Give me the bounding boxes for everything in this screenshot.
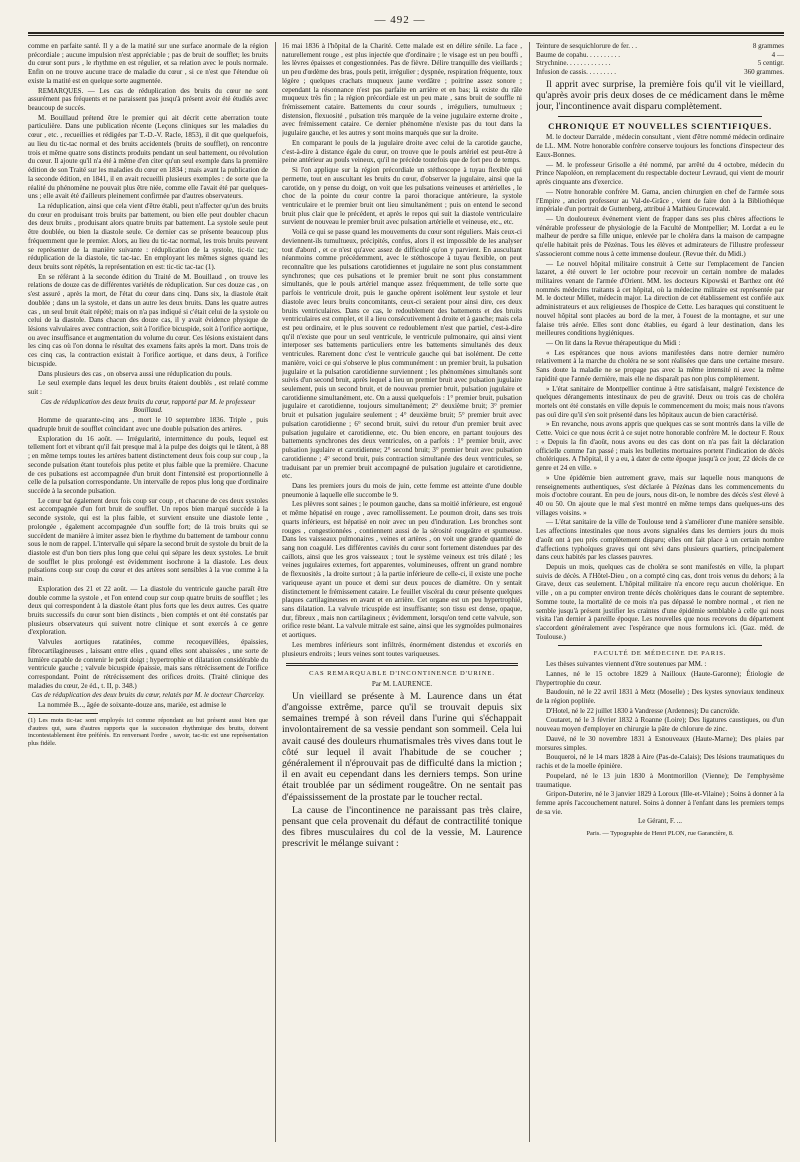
paragraph: Un vieillard se présente à M. Laurence dans un état d'angoisse extrême, parce qu'il se trouvait depuis six semaines trempé à son réveil dans l'urine qui s'échappait involontairement de sa vessie pendant son sommeil. Cela lui avait causé des douleurs rhumatismales très vives dans tout le côté sur lequel il avait l'habitude de se coucher ; généralement il n'éprouvait pas de difficulté dans la miction ; il en avait eu cependant dans les derniers temps. Son urine était troublée par un sédiment rougeâtre. On ne sentait pas d'épaississement de la prostate par le toucher rectal. [282,690,522,803]
case-title: Cas de réduplication des deux bruits du cœur, relatés par M. le docteur Charcelay. [31,691,265,700]
column-divider [275,42,276,1142]
paragraph: Dauvé, né le 30 novembre 1831 à Esnouveaux (Haute-Marne); Des plaies par morsures simples. [536,734,784,752]
paragraph: Les membres inférieurs sont infiltrés, énormément distendus et excoriés en plusieurs endroits ; leurs veines sont toutes variqueuses. [282,640,522,658]
paragraph: Valvules aortiques ratatinées, comme recoquevillées, épaissies, fibrocartilagineuses , laissant entre elles , quand elles sont abaissées , une sorte de lumière capable de contenir le petit doigt ; hypertrophie et dilatation considérable du ventricule gauche ; valvule bicuspide épaissie, mais sans rétrécissement de l'orifice correspondant. Point de rétrécissement des orifices droits. (Traité clinique des maladies du cœur, 2e éd., t. II, p. 348.) [28,638,268,690]
quantity: 8 grammes [752,42,784,50]
column-divider [529,42,530,1142]
paragraph: Exploration des 21 et 22 août. — La diastole du ventricule gauche paraît être double comme la systole , et l'on entend coup sur coup quatre bruits de soufflet ; les deux qui correspondent à la diastole étant plus forts que les deux autres. Ces quatre bruits successifs du cœur sont bien distincts , bien comptés et ont été constatés par plusieurs observateurs qui suivent notre clinique et sont exercés à ce genre d'exploration. [28,584,268,637]
paragraph: M. Bouillaud prétend être le premier qui ait décrit cette aberration toute particulière. Dans une publication récente (Leçons cliniques sur les maladies du cœur , etc. , recueillies et rédigées par T.-D.-V. Racle, 1853), il dit que quelquefois, au lieu du tic-tac normal et des bruits accidentels (bruits de soufflet), on rencontre trois et même quatre sons distincts produits pendant un seul battement, ou révolution du cœur. Il ajoute qu'il n'a été à même d'en citer qu'un seul exemple dans la première édition de son Traité sur les maladies du cœur en 1834 ; mais avant la publication de la seconde édition, en 1841, il en avait recueilli plusieurs exemples : de sorte que la réalité du phénomène ne pouvait plus être niée, comme elle l'avait été par quelques-uns ; elle avait été d'ailleurs pleinement confirmée par d'autres observateurs. [28,113,268,201]
paragraph: » En revanche, nous avons appris que quelques cas se sont montrés dans la ville de Cette. Voici ce que nous écrit à ce sujet notre honorable confrère M. le docteur F. Roux : « Depuis la fin d'août, nous avons eu des cas dont on n'a pas fait la déclaration officielle comme l'an passé ; mais les bulletins mortuaires portent l'indication de décès cholériques. A l'hôpital, il y a eu, à dater de cette époque jusqu'à ce jour, 22 décès de ce genre et 24 en ville. » [536,420,784,473]
column-3 [536,42,784,1150]
header-rule [28,32,784,36]
paragraph: Le cœur bat également deux fois coup sur coup , et chacune de ces deux systoles est accompagnée d'un fort bruit de soufflet. Un repos bien marqué succède à la seconde systole, qui est la plus faible, et survient ensuite une diastole lente , prolongée , également accompagnée d'un souffle fort; de là trois bruits qui se succèdent de manière à imiter assez bien le rhythme du battement de tambour connu sous le nom de rappel. L'intervalle qui sépare la second bruit de systole du bruit de la diastole est d'un bon tiers plus long que celui qui sépare les deux systoles. Le bruit de soufflet le plus prolongé est évidemment isochrone à la diastole. Les deux pulsations coup sur coup du cœur et des artères sont sensibles à la vue comme à la main. [28,496,268,584]
paragraph: En comparant le pouls de la jugulaire droite avec celui de la carotide gauche, c'est-à-dire à distance égale du cœur, on trouve que le pouls artériel est peut-être à peine antérieur au pouls veineux, qu'il ne précède toutefois que de fort peu de temps. [282,138,522,165]
case-title: Cas de réduplication des deux bruits du cœur, rapporté par M. le professeur Bouillaud. [40,397,256,415]
paragraph: Dans les premiers jours du mois de juin, cette femme est atteinte d'une double pneumonie à laquelle elle succombe le 9. [282,481,522,499]
section-heading: FACULTÉ DE MÉDECINE DE PARIS. [593,650,727,658]
paragraph: — L'état sanitaire de la ville de Toulouse tend à s'améliorer d'une manière sensible. Les affections intestinales que nous avons signalées dans les derniers jours du mois d'août ont à peu près complètement disparu; elles ont fait place à un certain nombre d'affections typhoïques graves qui ont sévi dans plusieurs quartiers, principalement dans ceux habités par les classes pauvres. [536,518,784,562]
ingredient: Baume de copahu. . . . . . . . . . [536,50,620,59]
paragraph: M. le docteur Darralde , médecin consultant , vient d'être nommé médecin ordinaire de LL. MM. Notre honorable confrère conserve toujours les fonctions d'inspecteur des Eaux-Bonnes. [536,133,784,159]
quantity: 4 — [771,50,784,59]
paragraph: » L'état sanitaire de Montpellier continue à être satisfaisant, malgré l'existence de quelques dérangements intestinaux de peu de gravité. Deux ou trois cas de choléra mortels ont été constatés en ville depuis le commencement du mois; mais nous n'avons pas ouï dire qu'il s'en soit présenté dans les hôpitaux aucun de bien caractérisé. [536,384,784,419]
column-1 [28,42,268,1150]
paragraph: La nommée B..., âgée de soixante-douze ans, mariée, est admise le [38,701,227,710]
ingredient: Teinture de sesquichlorure de fer. . . [536,42,638,50]
paragraph: Exploration du 16 août. — Irrégularité, intermittence du pouls, lequel est tellement fort et vibrant qu'il fait presque mal à la pulpe des doigts qui le tâtent, à 88 ; en même temps toutes les artères battent distinctement deux fois coup sur coup , la seconde pulsation étant toutefois plus petite et plus faible que la première. Chacune de ces pulsations est accompagnée d'un bruit dont l'intensité est proportionnelle à celle de la pulsation correspondante. Un intervalle de repos plus long que d'ordinaire succède à la seconde pulsation. [28,434,268,495]
paragraph: La réduplication, ainsi que cela vient d'être établi, peut n'affecter qu'un des bruits du cœur en produisant trois bruits par battement, ou bien elle peut doubler chacun des deux bruits , produisant alors quatre bruits par battement. La systole seule peut être doublée, ou bien la diastole seule. Ce dernier cas se présente beaucoup plus fréquemment que le premier. Alors, au lieu du tic-tac normal, les trois bruits peuvent se représenter de la manière suivante : réduplication de la systole, tic-tic tac; réduplication de la diastole, tic tac-tac. En employant les mêmes signes quand les deux bruits sont répétés, la représentation en est: tic-tic tac-tac (1). [28,201,268,271]
paragraph: Les plèvres sont saines ; le poumon gauche, dans sa moitié inférieure, est engoué et même hépatisé en rouge , avec ramollissement. Le poumon droit, dans ses trois quarts inférieurs, est hépatisé en noir avec un peu d'induration. Les bronches sont rouges , congestionnées , contiennent aussi de la sérosité rougeâtre et spumeuse. Dans les vaisseaux pulmonaires , veines et artères , on voit une grande quantité de sang non coagulé. Les différentes cavités du cœur sont fortement distendues par des caillots, ainsi que les gros vaisseaux ; tout le système veineux est très dilaté ; les veines jugulaires externes, fort apparentes, volumineuses, offrent un grand nombre de flexuosités , la droite surtout ; à la partie inférieure de celle-ci, il existe une poche variqueuse ayant un pouce et demi sur deux pouces de diamètre. On y sentait distinctement le frémissement cataire. Le feuillet viscéral du cœur présente quelques plaques cartilagineuses en avant et en arrière. Cet organe est un peu hypertrophié, sans dilatation. La valvule tricuspide est insuffisante; son tissu est dense, opaque, dur, fibreux , mais non cartilagineux ; évidemment, lorsqu'on tend cette valvule, son orifice reste béant. La valvule mitrale est saine, ainsi que les sygmoïdes pulmonaires et aortiques. [282,500,522,640]
paragraph: Poupelard, né le 13 juin 1830 à Montmorillon (Vienne); De l'emphysème traumatique. [536,771,784,789]
paragraph: REMARQUES. — Les cas de réduplication des bruits du cœur ne sont assurément pas fréquents et ne paraissent pas jusqu'à présent avoir été étudiés avec beaucoup de succès. [28,86,268,113]
paragraph: — Un douloureux événement vient de frapper dans ses plus chères affections le vénérable professeur de physiologie de la Faculté de Montpellier; M. Lordat a eu le malheur de perdre sa fille unique, enlevée par le choléra dans la maison de campagne qu'elle habitait près de Pézénas. Tous les élèves et admirateurs de l'illustre professeur s'associeront comme nous à cette immense douleur. (Revue thér. du Midi.) [536,214,784,258]
section-heading: CAS REMARQUABLE D'INCONTINENCE D'URINE. [309,670,495,678]
paragraph: comme en parfaite santé. Il y a de la matité sur une surface anormale de la région précordiale ; aucune impulsion n'est appréciable ; pas de bruit de soufflet; les bruits du cœur sont purs , le rhythme en est régulier, et sa relation avec le pouls normale. Enfin on ne trouve aucune trace de maladie du cœur , si ce n'est que l'étendue où existe la matité est en quelque sorte augmentée. [28,42,268,85]
paragraph: Bouqueroi, né le 14 mars 1828 à Aire (Pas-de-Calais); Des lésions traumatiques du rachis et de la moelle épinière. [536,753,784,771]
footnote-rule [28,713,98,714]
ingredient: Strychnine. . . . . . . . . . . . . [536,59,611,68]
ingredient: Infusion de cassis. . . . . . . . . [536,68,617,77]
paragraph: » Une épidémie bien autrement grave, mais sur laquelle nous manquons de renseignements authentiques, s'est déclarée à Pézénas dans les commencements du mois d'octobre courant. En peu de jours, nous dit-on, le nombre des décès s'est élevé à 40 ou 50. On ajoute que le mal s'est montré en même temps dans quelques-uns des villages voisins. » [536,473,784,517]
paragraph: Il apprit avec surprise, la première fois qu'il vit le vieillard, qu'après avoir pris deux doses de ce médicament dans le même jour, l'incontinence avait disparu complètement. [536,78,784,113]
imprint: Paris. — Typographie de Henri PLON, rue Garancière, 8. [586,830,734,838]
paragraph: — Notre honorable confrère M. Gama, ancien chirurgien en chef de l'armée sous l'Empire , ancien professeur au Val-de-Grâce , vient de faire don à la Bibliothèque impériale d'un portrait de Guttenberg, attribué à Mathieu Grucewald. [536,187,784,214]
quantity: 360 grammes. [744,68,784,77]
paragraph: Les thèses suivantes viennent d'être soutenues par MM. : [546,660,707,669]
paragraph: Le seul exemple dans lequel les deux bruits étaient doublés , est relaté comme suit : [28,379,268,397]
paragraph: — On lit dans la Revue thérapeutique du Midi : [546,339,681,348]
paragraph: Dans plusieurs des cas , on observa aussi une réduplication du pouls. [38,369,232,378]
paragraph: Par M. LAURENCE. [371,680,433,689]
paragraph: — Le nouvel hôpital militaire construit à Cette sur l'emplacement de l'ancien lazaret, a été ouvert le 1er octobre pour recevoir un certain nombre de malades militaires venant de l'armée d'Orient. MM. les docteurs Kipowski et Barthez ont été nommés médecins traitants à cet hôpital, où la médecine militaire est représentée par M. le docteur Millet, médecin major. La direction de cet établissement est confiée aux administrateurs et aux religieuses de l'hospice de Cette. Les baraques qui constituent le nouvel hôpital sont placées au bord de la mer, à l'ouest de la montagne, et sur une falaise très aérée. Elles sont donc établies, eu égard à leur destination, dans les meilleures conditions hygiéniques. [536,259,784,338]
section-rule [286,663,518,666]
column-2 [282,42,522,1150]
paragraph: La cause de l'incontinence ne paraissant pas très claire, pensant que cela provenait du défaut de contractilité tonique des fibres musculaires du col de la vessie, M. Laurence prescrivit le mélange suivant : [282,804,522,850]
paragraph: Lannes, né le 15 octobre 1829 à Nailloux (Haute-Garonne); Étiologie de l'hypertrophie du cœur. [536,669,784,687]
paragraph: Baudouin, né le 22 avril 1831 à Metz (Moselle) ; Des kystes synoviaux tendineux de la région poplitée. [536,688,784,706]
paragraph: Coutaret, né le 3 février 1832 à Roanne (Loire); Des ligatures caustiques, ou d'un nouveau moyen d'employer en chirurgie la pâte de chlorure de zinc. [536,716,784,734]
prescription-row [536,42,784,51]
paragraph: Le Gérant, F. ... [637,817,683,826]
page-number: — 492 — [374,14,426,26]
section-heading: CHRONIQUE ET NOUVELLES SCIENTIFIQUES. [548,121,772,132]
prescription-row [536,59,784,68]
paragraph: 16 mai 1836 à l'hôpital de la Charité. Cette malade est en délire sénile. La face , naturellement rouge , est plus injectée que d'ordinaire ; le visage est un peu bouffi , les lèvres épaisses et congestionnées. Pas de fièvre. Délire tranquille des vieillards ; un peu d'œdème des bras, pouls petit, irrégulier ; dyspnée, respiration fréquente, toux légère ; quelques crachats muqueux jaune verdâtre ; poitrine assez sonore ; cependant la résonnance n'est pas parfaite en arrière et en bas; là existe du râle muqueux très fin ; la région précordiale est un peu mate , sans bruit de souffle ni frémissement cataire. Battements du cœur sourds , irréguliers, tumultueux ; distension, flexuosité , pulsation très marquée de la veine jugulaire externe droite , avec frémissement cataire. Ce dernier phénomène n'existe pas du tout dans la jugulaire gauche, et les autres y sont moins marqués que sur la droite. [282,42,522,138]
section-rule [558,645,762,646]
prescription-row [536,51,784,60]
prescription-row [536,68,784,77]
paragraph: D'Hotel, né le 22 juillet 1830 à Vandresse (Ardennes); Du cancroïde. [546,706,740,715]
quantity: 5 centigr. [757,59,784,68]
prescription-table [536,42,784,77]
paragraph: — M. le professeur Grisolle a été nommé, par arrêté du 4 octobre, médecin du Prince Napoléon, en remplacement du respectable docteur Levraud, qui vient de mourir après cinquante ans d'exercice. [536,160,784,187]
section-rule [558,116,762,117]
footnote: (1) Les mots tic-tac sont employés ici comme répondant au but présent aussi bien que d'autres qui, sans d'autres rapports que la succession rhythmique des bruits, doivent incontestablement être préférés. En renversant l'ordre , savoir, tac-tic est une représentation plus fidèle. [28,716,268,747]
paragraph: Depuis un mois, quelques cas de choléra se sont manifestés en ville, la plupart suivis de décès. A l'Hôtel-Dieu , on a compté cinq cas, dont trois venus du dehors; à la Grave, deux cas seulement. L'hôpital militaire n'a encore reçu aucun cholérique. En ville , on a pu compter environ trente décès cholériques dans le courant de septembre. Somme toute, la mortalité de ce mois n'a pas dépassé le nombre normal , et rien ne semble jusqu'à présent justifier les craintes d'une épidémie semblable à celle qui nous visita l'an dernier à pareille époque. Les nouvelles que nous recevons du département s'accordent généralement avec l'espérance que nous formulons ici. (Gaz. méd. de Toulouse.) [536,562,784,641]
paragraph: Voilà ce qui se passe quand les mouvements du cœur sont réguliers. Mais ceux-ci deviennent-ils tumultueux, précipités, confus, alors il est impossible de les analyser tout d'abord , et ce n'est qu'avec assez de difficulté qu'on y parvient. En auscultant néanmoins comme précédemment, avec le stéthoscope à tuyau flexible, on peut reconnaître que les pulsations carotidiennes et jugulaire ne sont plus constamment synchrones; que ces pulsations et le premier bruit ne sont plus constamment simultanés, que le pouls artériel manque assez fréquemment, de telle sorte que parfois le ventricule droit, puis le gauche opèrent isolément leur systole et leur diastole avec leurs bruits concomitants, ceux-ci seraient pour ainsi dire, ces deux bruits ventriculaires. Dans ce cas, le redoublement des battements et des bruits ventriculaires est complet, et il a lieu consécutivement à droite et à gauche; mais cela est peu ordinaire, et le plus souvent ce redoublement n'est que partiel, c'est-à-dire qu'il n'existe que pour un seul ventricule, le ventricule pulmonaire, qui ainsi vient interposer ses battements particuliers entre les battements simultanés des deux ventricules. Rarement donc c'est le ventricule gauche qui bat isolément. De cette manière, voici ce qui s'observe le plus communément : un premier bruit, la pulsation jugulaire et la pulsation carotidienne surviennent ; les phénomènes simultanés sont suivis d'un second bruit, après lequel a lieu un premier bruit avec pulsation jugulaire seulement, puis un second bruit, et de nouveau premier bruit, pulsation jugulaire et carotidienne simultanément, etc. On a aussi quelquefois : 1° premier bruit, pulsation jugulaire et carotidienne, toujours simultanément; 2° deuxième bruit; 3° premier bruit et pulsation jugulaire seulement ; 4° deuxième bruit; 5° premier bruit avec pulsation carotidienne ; 6° second bruit, suivi du retour d'un premier bruit avec pulsation jugulaire et carotidienne, etc. Ou bien encore, en partant toujours des battements synchrones des deux ventricules, on a parfois : 1° premier bruit, avec pulsation jugulaire et carotidienne; 2° second bruit; 3° premier bruit avec pulsation carotidienne ; 4° second bruit, puis contraction simultanée des deux ventricules, se traduisant par un premier bruit accompagné de pulsation jugulaire et carotidienne, etc. [282,228,522,481]
paragraph: Si l'on applique sur la région précordiale un stéthoscope à tuyau flexible qui permette, tout en auscultant les bruits du cœur, d'observer la jugulaire, ainsi que la carotide, on y pense du doigt, on voit que les pulsations veineuses et artérielles , le choc de la pointe du cœur contre la paroi thoracique antérieure, la systole ventriculaire et le premier bruit ont lieu simultanément ; puis on entend le second bruit plus clair que le précédent, et après le repos qui suit la diastole ventriculaire survient de nouveau le premier bruit avec pulsation artérielle et veineuse, etc., etc. [282,166,522,227]
paragraph: En se référant à la seconde édition du Traité de M. Bouillaud , on trouve les relations de douze cas de différentes variétés de réduplication. Sur ces douze cas , on s'est assuré , après la mort, de l'état du cœur dans cinq. Dans six, la diastole était doublée ; dans un la systole, et dans un autre les deux bruits. Dans les quatre autres cas , un seul bruit était répété; mais on n'a pas indiqué si c'était celui de la systole ou celui de la diastole. Dans chacun des douze cas, il y avait évidence physique de lésions valvulaires avec contraction, soit à l'orifice bicuspide, soit à l'orifice aortique, ou avec insuffisance et augmentation du volume du cœur. Ces lésions existaient dans les cinq cas où l'on donna le résultat des examens faits après la mort. Dans trois de ces cinq cas, la contraction existait à l'orifice aortique, et dans deux, à l'orifice bicuspide. [28,272,268,368]
paragraph: Homme de quarante-cinq ans , mort le 10 septembre 1836. Triple , puis quadruple bruit de soufflet coïncidant avec une double pulsation des artères. [28,416,268,433]
paragraph: « Les espérances que nous avions manifestées dans notre dernier numéro relativement à la marche du choléra ne se sont réalisées que dans une certaine mesure. Sans doute la maladie ne se propage pas avec la même intensité ni avec la même rapidité que l'année dernière, mais elle ne disparaît pas non plus complètement. [536,348,784,383]
paragraph: Gripon-Duterire, né le 3 janvier 1829 à Loroux (Ille-et-Vilaine) ; Soins à donner à la femme après l'accouchement naturel. Soins à donner à l'enfant dans les premiers temps de sa vie. [536,790,784,816]
